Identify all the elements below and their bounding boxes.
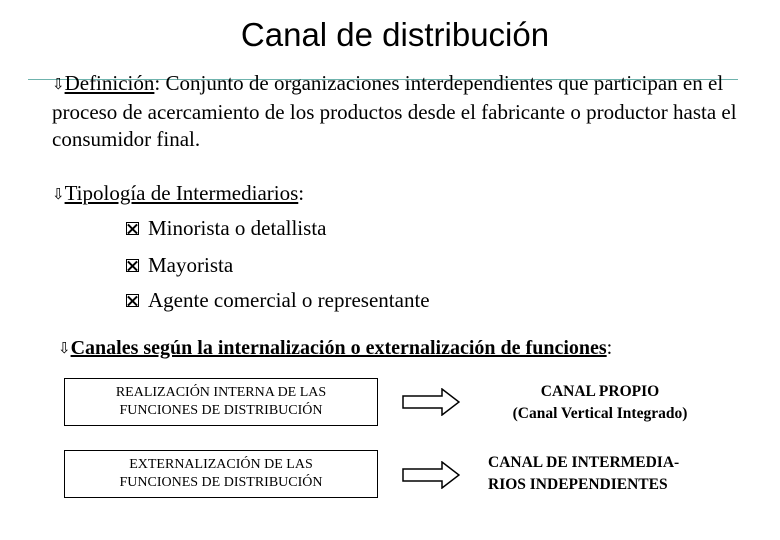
definition-text: Conjunto de organizaciones interdependientes que participan en el proceso de acercamiento de los productos desde el fabricante o productor hasta el consumidor final. [52,71,737,151]
box-line: FUNCIONES DE DISTRIBUCIÓN [119,403,323,418]
down-arrow-icon: ⇩ [52,185,65,203]
list-item-label: Minorista o detallista [148,216,327,240]
box-line: EXTERNALIZACIÓN DE LAS [129,457,313,472]
result-line: RIOS INDEPENDIENTES [488,476,668,493]
box-line: FUNCIONES DE DISTRIBUCIÓN [119,475,323,490]
independent-channel-result [488,452,728,496]
page-title: Canal de distribución [240,16,550,53]
channels-heading [58,335,612,363]
x-box-icon [126,259,139,272]
down-arrow-icon: ⇩ [58,339,71,357]
down-arrow-icon: ⇩ [52,75,65,93]
typology-heading [52,180,304,209]
external-functions-box [64,450,378,498]
internal-functions-box [64,378,378,426]
definition-paragraph [52,70,757,153]
result-line: (Canal Vertical Integrado) [512,405,688,422]
x-box-icon [126,222,139,235]
result-line: CANAL PROPIO [540,383,660,400]
own-channel-result [490,381,710,425]
definition-label: Definición [64,71,155,95]
list-item-label: Mayorista [148,253,234,277]
channels-label: Canales según la internalización o externalización de funciones [70,337,607,359]
result-line: CANAL DE INTERMEDIA- [488,454,680,471]
list-item [126,253,233,278]
typology-colon: : [298,181,305,205]
right-arrow-icon [402,461,460,489]
list-item [126,288,430,313]
definition-colon: : [154,71,161,95]
right-arrow-icon [402,388,460,416]
x-box-icon [126,294,139,307]
channels-colon: : [606,337,613,359]
typology-label: Tipología de Intermediarios [64,181,299,205]
list-item-label: Agente comercial o representante [148,288,430,312]
list-item [126,216,326,241]
box-line: REALIZACIÓN INTERNA DE LAS [115,385,327,400]
